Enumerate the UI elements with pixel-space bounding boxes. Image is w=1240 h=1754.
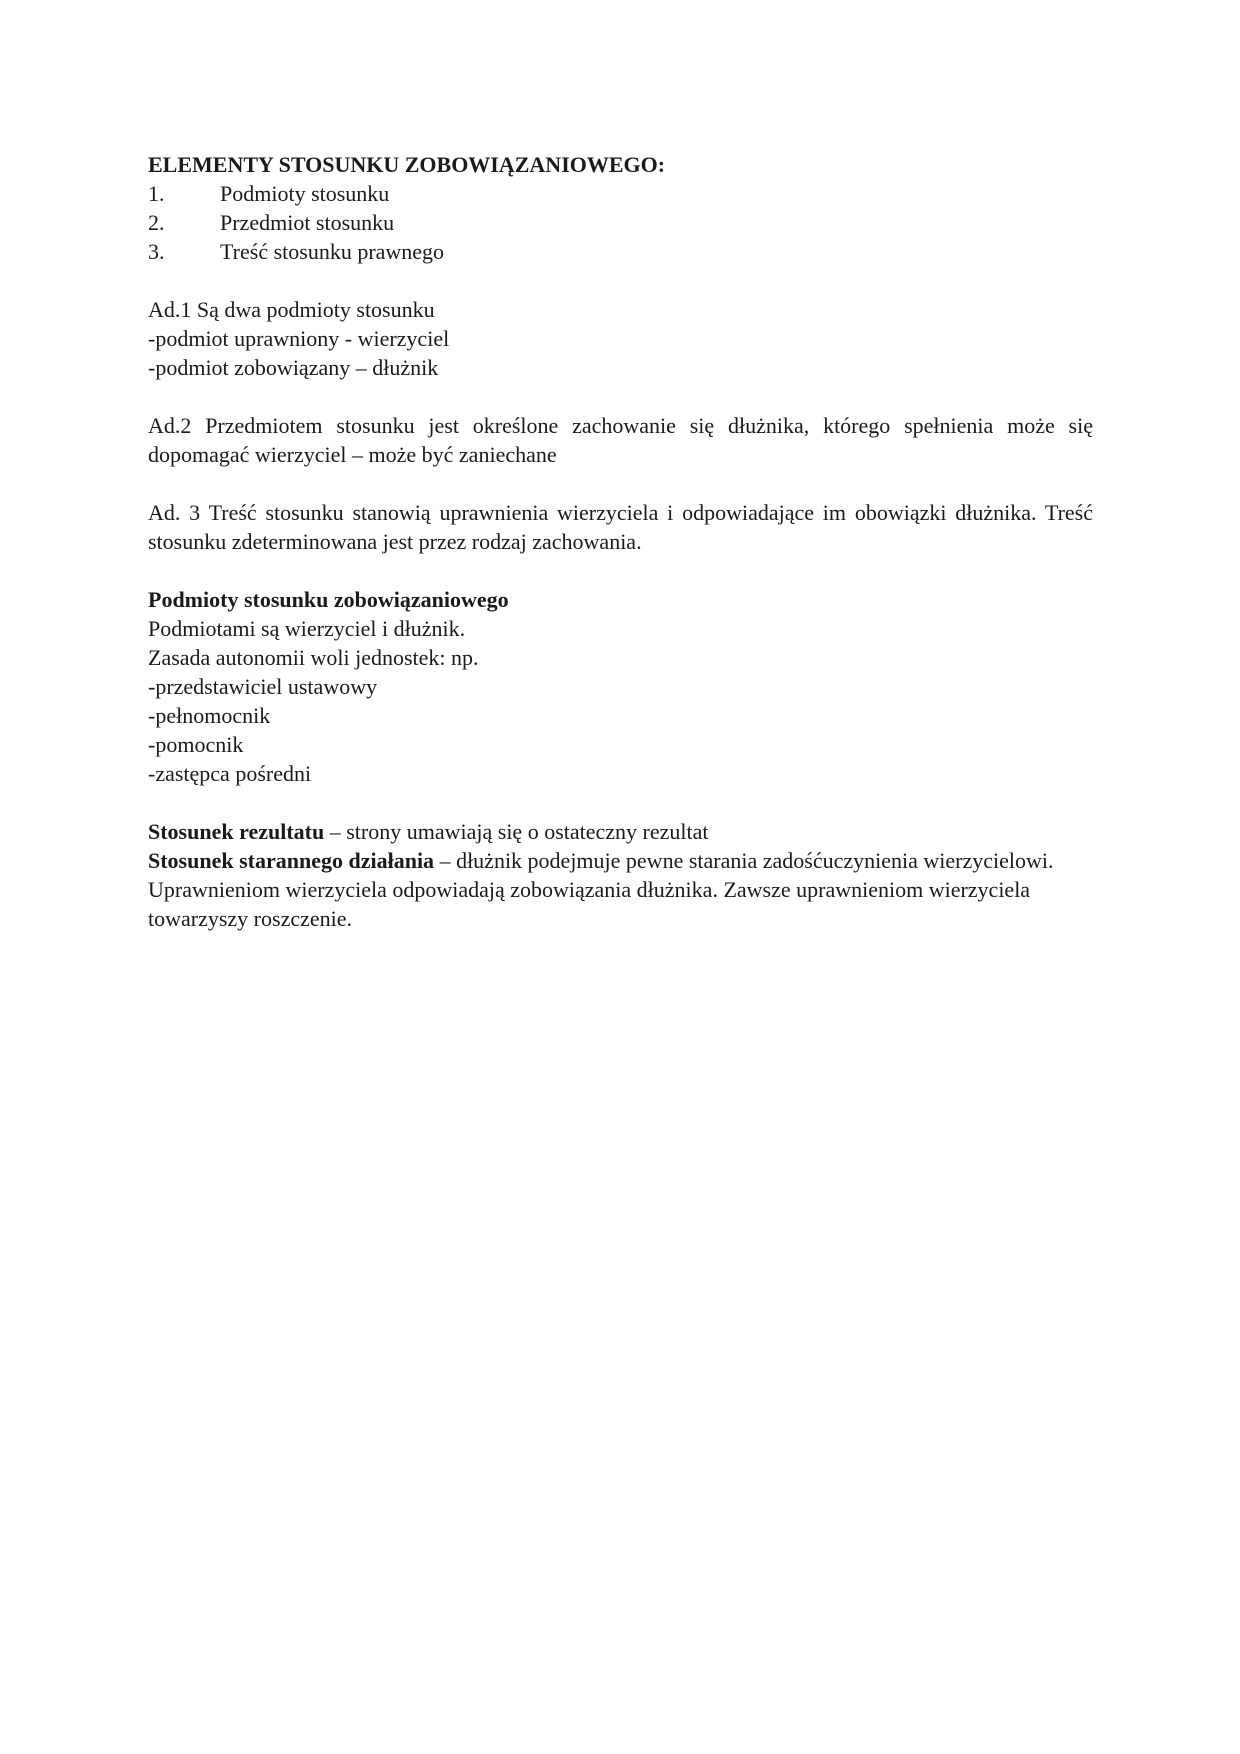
stosunek-starannego-paragraph [148, 846, 1093, 933]
spacer [148, 556, 1093, 585]
list-item-text: Przedmiot stosunku [220, 210, 395, 235]
ad1-line: -podmiot zobowiązany – dłużnik [148, 355, 439, 380]
term: Stosunek starannego działania [148, 848, 435, 873]
list-item: -przedstawiciel ustawowy [148, 674, 378, 699]
list-item: -pełnomocnik [148, 703, 271, 728]
list-item-number: 3. [148, 239, 165, 264]
list-item: -zastępca pośredni [148, 761, 312, 786]
podmioty-section [148, 585, 1093, 788]
list-item-text: Podmioty stosunku [220, 181, 390, 206]
definition: – strony umawiają się o ostateczny rezultat [324, 819, 709, 844]
definition: – dłużnik podejmuje pewne starania zadośćuczynienia wierzycielowi. Uprawnieniom wierzyciela odpowiadają zobowiązania dłużnika. Zawsze uprawnieniom wierzyciela towarzyszy roszczenie. [148, 848, 1054, 931]
section-line: Podmiotami są wierzyciel i dłużnik. [148, 616, 466, 641]
spacer [148, 469, 1093, 498]
list-item: -pomocnik [148, 732, 244, 757]
ad3-paragraph: Ad. 3 Treść stosunku stanowią uprawnienia wierzyciela i odpowiadające im obowiązki dłużnika. Treść stosunku zdeterminowana jest przez rodzaj zachowania. [148, 500, 1093, 554]
ad1-line: -podmiot uprawniony - wierzyciel [148, 326, 450, 351]
section-line: Zasada autonomii woli jednostek: np. [148, 645, 479, 670]
spacer [148, 788, 1093, 817]
list-item-number: 1. [148, 181, 165, 206]
list-item [148, 237, 1093, 266]
list-item [148, 179, 1093, 208]
spacer [148, 266, 1093, 295]
list-item [148, 208, 1093, 237]
stosunek-rezultatu-line [148, 817, 1093, 846]
document-title: ELEMENTY STOSUNKU ZOBOWIĄZANIOWEGO: [148, 152, 666, 177]
ad1-line: Ad.1 Są dwa podmioty stosunku [148, 297, 435, 322]
list-item-text: Treść stosunku prawnego [220, 239, 445, 264]
document-page [148, 150, 1093, 933]
elements-list [148, 179, 1093, 266]
section-heading: Podmioty stosunku zobowiązaniowego [148, 587, 509, 612]
term: Stosunek rezultatu [148, 819, 325, 844]
stosunki-section [148, 817, 1093, 933]
ad2-paragraph: Ad.2 Przedmiotem stosunku jest określone zachowanie się dłużnika, którego spełnienia może się dopomagać wierzyciel – może być zaniechane [148, 413, 1093, 467]
spacer [148, 382, 1093, 411]
ad1-section [148, 295, 1093, 382]
list-item-number: 2. [148, 210, 165, 235]
